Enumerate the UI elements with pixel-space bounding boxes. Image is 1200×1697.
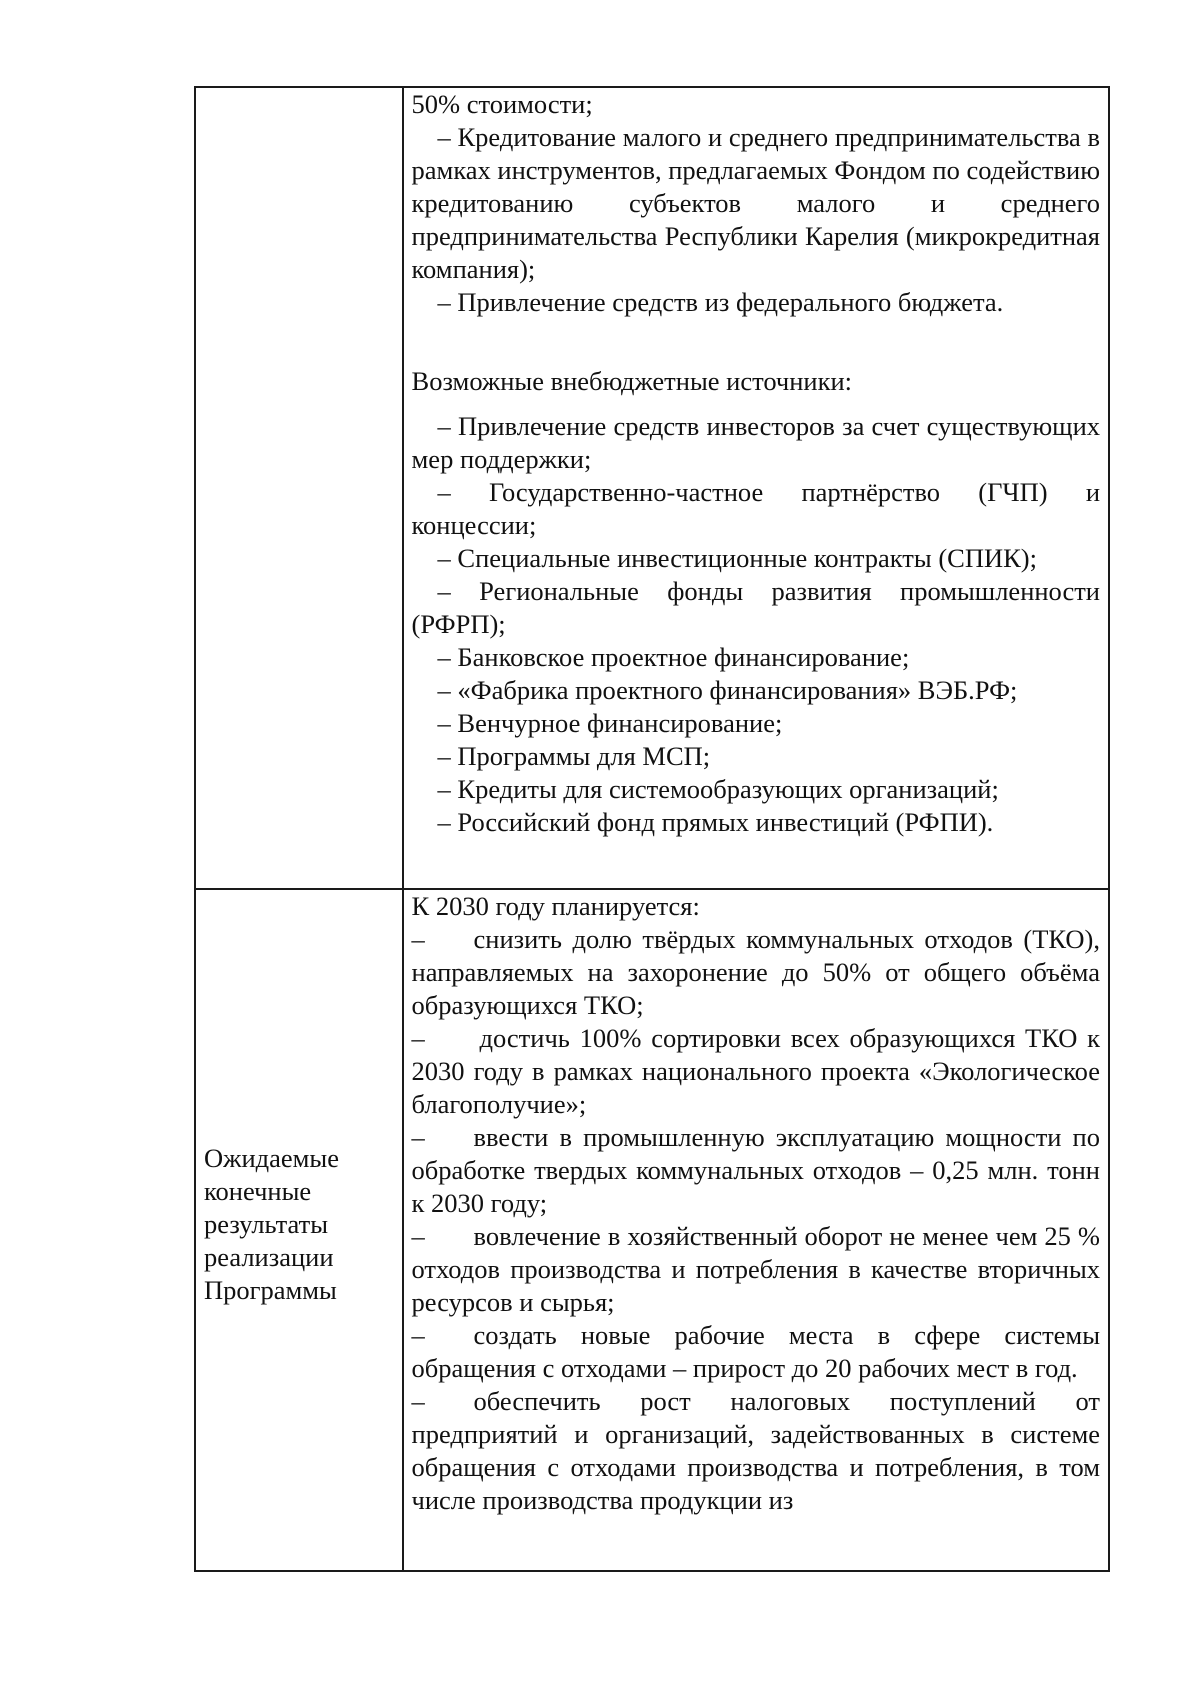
offbudget-item-bank: – Банковское проектное финансирование; (437, 642, 910, 672)
row1-label-cell (195, 87, 403, 889)
result-text: ввести в промышленную эксплуатацию мощности по обработке твердых коммунальных отходов – 0,25 млн. тонн к 2030 году; (411, 1122, 1100, 1218)
funding-item-credit: – Кредитование малого и среднего предпринимательства в рамках инструментов, предлагаемых Фондом по содействию кредитованию субъектов малого и среднего предпринимательства Республики Карелия (микрокредитная компания); (411, 122, 1100, 284)
result-item-landfill (412, 923, 1100, 1022)
program-table (194, 86, 1110, 1572)
result-item-capacity (412, 1121, 1100, 1220)
result-dash: – (411, 1386, 425, 1416)
row1-content-cell (403, 87, 1109, 889)
result-text: обеспечить рост налоговых поступлений от предприятий и организаций, задействованных в системе обращения с отходами производства и потребления, в том числе производства продукции из (411, 1386, 1100, 1515)
offbudget-item-venture: – Венчурное финансирование; (437, 708, 783, 738)
result-text: создать новые рабочие места в сфере системы обращения с отходами – прирост до 20 рабочих мест в год. (411, 1320, 1100, 1383)
offbudget-item-spic: – Специальные инвестиционные контракты (СПИК); (437, 543, 1037, 573)
result-text: достичь 100% сортировки всех образующихся ТКО к 2030 году в рамках национального проекта «Экологическое благополучие»; (411, 1023, 1100, 1119)
offbudget-item-rdif: – Российский фонд прямых инвестиций (РФПИ). (437, 807, 994, 837)
funding-lead-text: 50% стоимости; (411, 89, 593, 119)
offbudget-item-msp: – Программы для МСП; (437, 741, 711, 771)
offbudget-item-veb: – «Фабрика проектного финансирования» ВЭБ.РФ; (437, 675, 1018, 705)
result-dash: – (411, 1221, 425, 1251)
offbudget-item-rfrp: – Региональные фонды развития промышленности (РФРП); (411, 576, 1100, 639)
results-lead-text: К 2030 году планируется: (411, 891, 700, 921)
table-row-results (195, 889, 1109, 1571)
results-label: Ожидаемые конечные результаты реализации Программы (204, 1142, 339, 1305)
result-dash: – (411, 924, 425, 954)
result-item-recycling (412, 1220, 1100, 1319)
result-dash: – (411, 1023, 425, 1053)
result-dash: – (411, 1320, 425, 1350)
row2-content-cell (403, 889, 1109, 1571)
result-text: вовлечение в хозяйственный оборот не менее чем 25 % отходов производства и потребления в качестве вторичных ресурсов и сырья; (411, 1221, 1100, 1317)
result-item-sorting (412, 1022, 1100, 1121)
funding-item-federal: – Привлечение средств из федерального бюджета. (437, 287, 1004, 317)
row2-label-cell (195, 889, 403, 1571)
table-row-funding (195, 87, 1109, 889)
result-item-jobs (412, 1319, 1100, 1385)
result-dash: – (411, 1122, 425, 1152)
offbudget-item-system-credits: – Кредиты для системообразующих организаций; (437, 774, 999, 804)
result-item-taxes (412, 1385, 1100, 1517)
offbudget-item-investors: – Привлечение средств инвесторов за счет существующих мер поддержки; (411, 411, 1100, 474)
offbudget-item-ppp: – Государственно-частное партнёрство (ГЧП) и концессии; (411, 477, 1100, 540)
result-text: снизить долю твёрдых коммунальных отходов (ТКО), направляемых на захоронение до 50% от общего объёма образующихся ТКО; (411, 924, 1100, 1020)
offbudget-subheading: Возможные внебюджетные источники: (411, 366, 852, 396)
